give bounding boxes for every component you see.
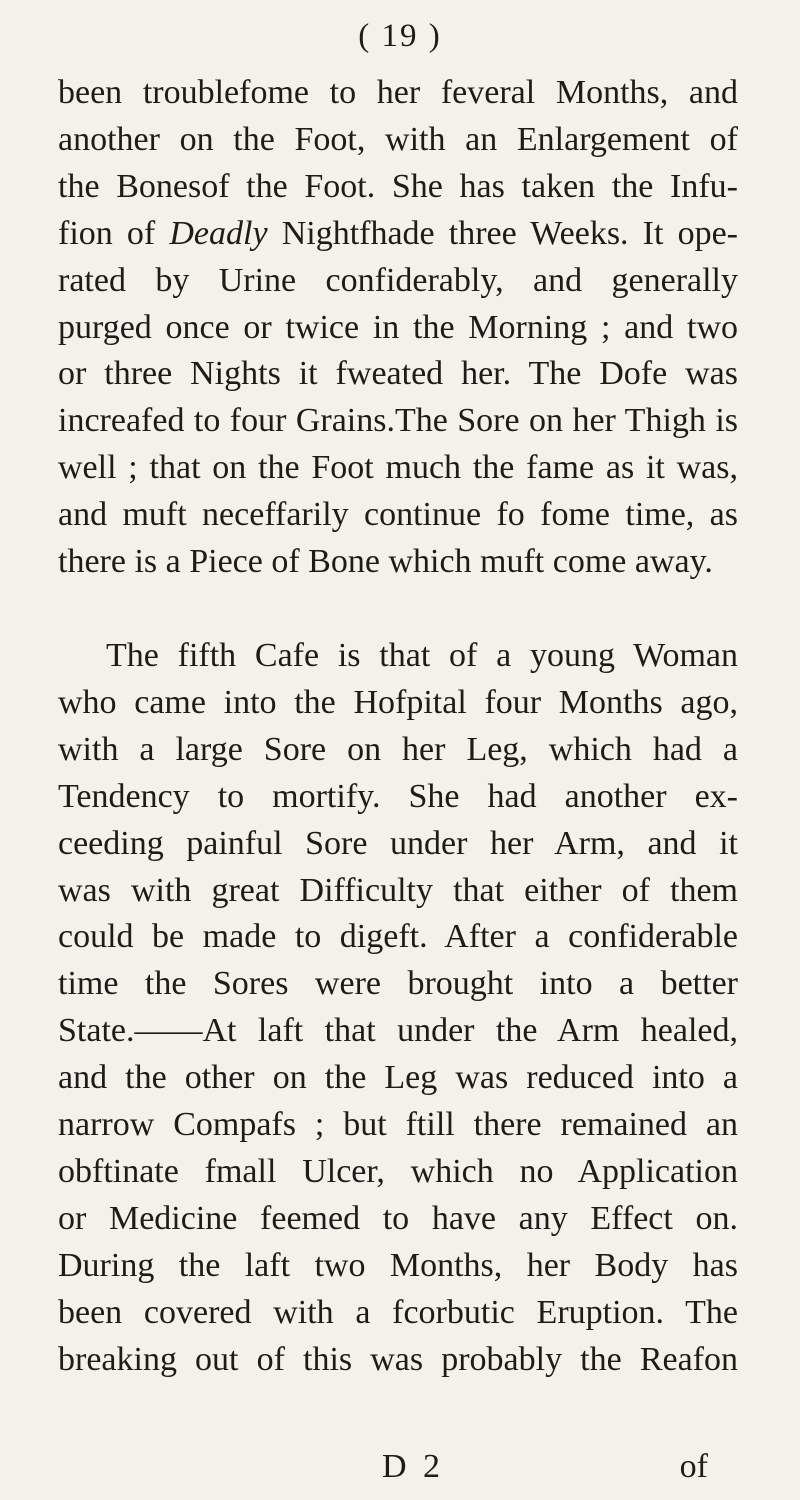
text-line: breaking out of this was probably the Reafon (58, 1340, 738, 1378)
italic-word: Deadly (169, 214, 268, 252)
text-line: could be made to digeft. After a confiderable (58, 918, 738, 956)
paragraph-fifth-case (58, 633, 738, 1384)
signature-mark: D 2 (382, 1448, 445, 1485)
text-line: time the Sores were brought into a better (58, 965, 738, 1003)
text-line: was with great Difficulty that either of them (58, 871, 738, 909)
text-line: Tendency to mortify. She had another ex- (58, 777, 738, 815)
paragraph-case-continuation (58, 70, 738, 586)
text-line: The fifth Cafe is that of a young Woman (106, 637, 738, 674)
text-line: who came into the Hofpital four Months ago, (58, 683, 738, 721)
text-line: been troublefome to her feveral Months, and (58, 74, 738, 111)
text-line: well ; that on the Foot much the fame as it was, (58, 449, 738, 487)
text-line: increafed to four Grains.The Sore on her Thigh is (58, 402, 738, 440)
page-footer (58, 1448, 738, 1494)
text-line: the Bonesof the Foot. She has taken the Infu- (58, 167, 738, 205)
text-line: State.——At laft that under the Arm healed, (58, 1012, 738, 1050)
text-line: ceeding painful Sore under her Arm, and it (58, 824, 738, 862)
text-line: been covered with a fcorbutic Eruption. The (58, 1293, 738, 1331)
page-number: ( 19 ) (358, 18, 442, 54)
text-line: fion of Deadly Nightfhade three Weeks. It ope- (58, 214, 739, 252)
text-line: During the laft two Months, her Body has (58, 1246, 738, 1284)
text-line: and the other on the Leg was reduced into a (58, 1059, 738, 1097)
text-line: narrow Compafs ; but ftill there remained an (58, 1106, 738, 1144)
text-line: rated by Urine confiderably, and generally (58, 261, 738, 299)
text-line: purged once or twice in the Morning ; and two (58, 308, 738, 346)
text-line: obftinate fmall Ulcer, which no Application (58, 1152, 738, 1190)
text-line: another on the Foot, with an Enlargement of (58, 120, 738, 158)
text-line: there is a Piece of Bone which muft come away. (58, 543, 713, 581)
text-line: and muft neceffarily continue fo fome time, as (58, 496, 738, 534)
text-line: or Medicine feemed to have any Effect on. (58, 1199, 738, 1237)
text-line: or three Nights it fweated her. The Dofe was (58, 355, 738, 393)
text-line: with a large Sore on her Leg, which had a (58, 730, 738, 768)
catchword: of (679, 1448, 708, 1485)
